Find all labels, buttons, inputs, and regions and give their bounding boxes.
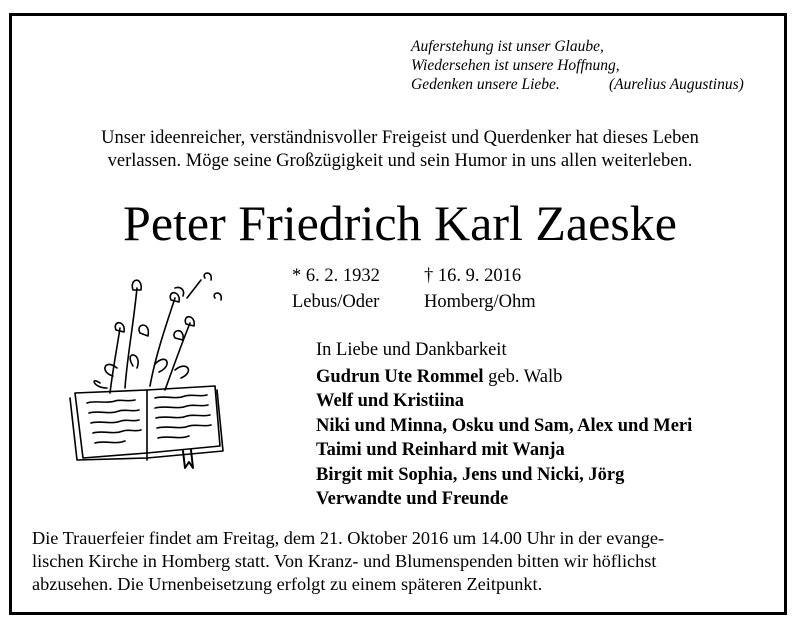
quote-line: Auferstehung ist unser Glaube, <box>411 38 604 55</box>
birth-date: * 6. 2. 1932 <box>292 266 380 286</box>
service-line: Die Trauerfeier findet am Freitag, dem 21. Oktober 2016 um 14.00 Uhr in der evange- <box>32 528 665 548</box>
death-place: Homberg/Ohm <box>424 292 536 312</box>
birth-place: Lebus/Oder <box>292 292 380 312</box>
intro-text <box>0 127 800 173</box>
family-member: Welf und Kristiina <box>316 391 465 411</box>
family-member-suffix: geb. Walb <box>483 366 563 387</box>
family-signatures <box>316 338 692 512</box>
family-member: Taimi und Reinhard mit Wanja <box>316 440 565 460</box>
family-member <box>316 365 692 390</box>
family-member: Niki und Minna, Osku und Sam, Alex und Meri <box>316 415 693 436</box>
death-date: † 16. 9. 2016 <box>424 266 522 286</box>
quote-line: Gedenken unsere Liebe. <box>411 76 560 93</box>
quote-line: Wiedersehen ist unsere Hoffnung, <box>411 57 620 74</box>
intro-line: verlassen. Möge seine Großzügigkeit und sein Humor in uns allen weiterleben. <box>107 151 693 171</box>
birth-info <box>292 263 380 315</box>
intro-line: Unser ideenreicher, verständnisvoller Freigeist und Querdenker hat dieses Leben <box>101 128 699 148</box>
family-intro: In Liebe und Dankbarkeit <box>316 340 507 360</box>
epigraph-quote <box>411 37 744 94</box>
death-info <box>424 263 536 315</box>
open-book-with-flowers-icon <box>55 268 230 473</box>
family-member: Birgit mit Sophia, Jens und Nicki, Jörg <box>316 464 625 485</box>
quote-source: (Aurelius Augustinus) <box>609 76 744 93</box>
family-member-bold: Gudrun Ute Rommel <box>316 366 484 387</box>
funeral-service-info <box>32 527 664 596</box>
deceased-name: Peter Friedrich Karl Zaeske <box>123 195 677 251</box>
family-member: Verwandte und Freunde <box>316 489 509 509</box>
service-line: abzusehen. Die Urnenbeisetzung erfolgt zu einem späteren Zeitpunkt. <box>32 574 543 594</box>
service-line: lischen Kirche in Homberg statt. Von Kranz- und Blumenspenden bitten wir höflichst <box>32 551 657 571</box>
